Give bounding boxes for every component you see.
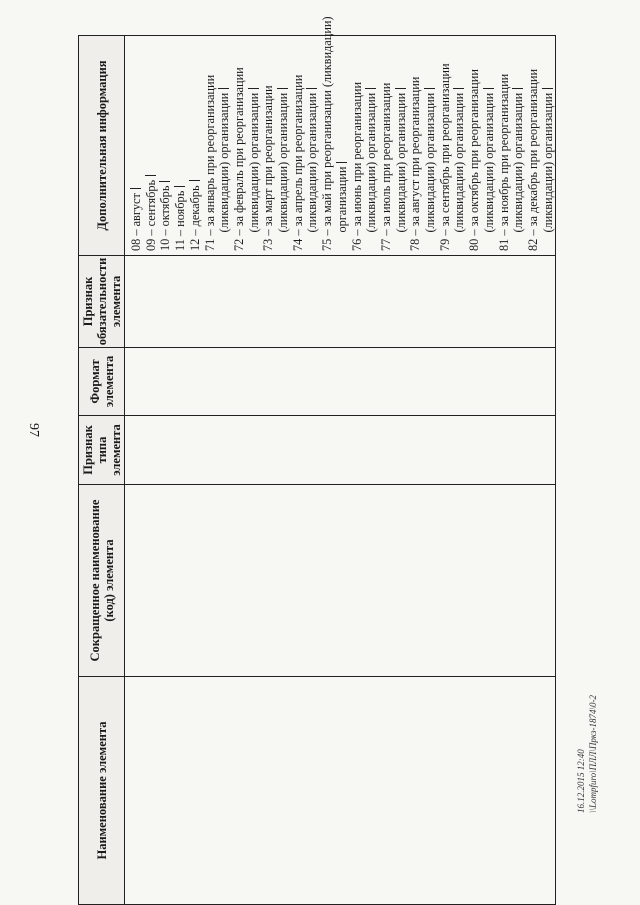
entry-marker (542, 88, 553, 89)
cell-additional-info (125, 16, 556, 256)
info-line: 75 – за май при реорганизации (ликвидации) (320, 16, 335, 251)
info-list (125, 16, 555, 255)
rotated-table-wrapper (78, 16, 555, 905)
info-line: 10 – октябрь (158, 38, 173, 251)
entry-marker (483, 88, 494, 89)
info-line: 82 – за декабрь при реорганизации (525, 68, 540, 251)
header-element-type: Признак типа элемента (79, 416, 125, 485)
info-line: 79 – за сентябрь при реорганизации (437, 63, 452, 251)
info-line: (ликвидации) организации (247, 38, 262, 251)
header-element-format: Формат элемента (79, 348, 125, 416)
info-line: (ликвидации) организации (305, 38, 320, 251)
entry-marker (130, 188, 141, 189)
cell-required-flag (125, 256, 556, 348)
info-line: организации (335, 38, 350, 251)
document-footer (575, 653, 605, 813)
cell-element-format (125, 348, 556, 416)
cell-short-name (125, 485, 556, 677)
header-additional-info: Дополнительная информация (79, 36, 125, 256)
entry-marker (395, 88, 406, 89)
cell-element-type (125, 416, 556, 485)
cell-element-name (125, 677, 556, 905)
entry-marker (218, 88, 229, 89)
elements-table (78, 16, 556, 905)
table-row (125, 36, 556, 905)
info-line: (ликвидации) организации (511, 38, 526, 251)
table-header-row (79, 36, 125, 905)
info-line: (ликвидации) организации (482, 38, 497, 251)
header-short-name: Сокращенное наименование (код) элемента (79, 485, 125, 677)
entry-marker (174, 186, 185, 187)
info-line: (ликвидации) организации (276, 38, 291, 251)
info-line: 81 – за ноябрь при реорганизации (496, 73, 511, 251)
entry-marker (277, 88, 288, 89)
info-line: (ликвидации) организации (423, 38, 438, 251)
header-required-flag: Признак обязательности элемента (79, 256, 125, 348)
info-line: 78 – за август при реорганизации (408, 76, 423, 251)
info-line: 77 – за июль при реорганизации (378, 82, 393, 251)
entry-marker (145, 175, 156, 176)
info-line: (ликвидации) организации (452, 38, 467, 251)
entry-marker (248, 88, 259, 89)
footer-timestamp: 16.12.2015 12:40 (576, 749, 586, 813)
entry-marker (512, 88, 523, 89)
info-line: 72 – за февраль при реорганизации (231, 67, 246, 251)
info-line: 71 – за январь при реорганизации (202, 74, 217, 251)
footer-file-path: \\Lompfuro\ПЛЛ\Пркз-1874\0-2 (588, 695, 598, 813)
entry-marker (189, 180, 200, 181)
info-line: 12 – декабрь (188, 38, 203, 251)
info-line: 80 – за октябрь при реорганизации (467, 69, 482, 251)
info-line: (ликвидации) организации (364, 38, 379, 251)
entry-marker (336, 162, 347, 163)
entry-marker (159, 181, 170, 182)
info-line: (ликвидации) организации (394, 38, 409, 251)
info-line: 08 – август (129, 38, 144, 251)
info-line: (ликвидации) организации (217, 38, 232, 251)
page-number: 97 (26, 423, 41, 437)
entry-marker (453, 88, 464, 89)
info-line: 11 – ноябрь (173, 38, 188, 251)
entry-marker (306, 88, 317, 89)
info-line: 09 – сентябрь (144, 38, 159, 251)
entry-marker (424, 88, 435, 89)
info-line: (ликвидации) организации (541, 38, 556, 251)
info-line: 73 – за март при реорганизации (261, 85, 276, 251)
info-line: 74 – за апрель при реорганизации (290, 74, 305, 251)
info-line: 76 – за июнь при реорганизации (349, 81, 364, 251)
entry-marker (365, 88, 376, 89)
header-element-name: Наименование элемента (79, 677, 125, 905)
